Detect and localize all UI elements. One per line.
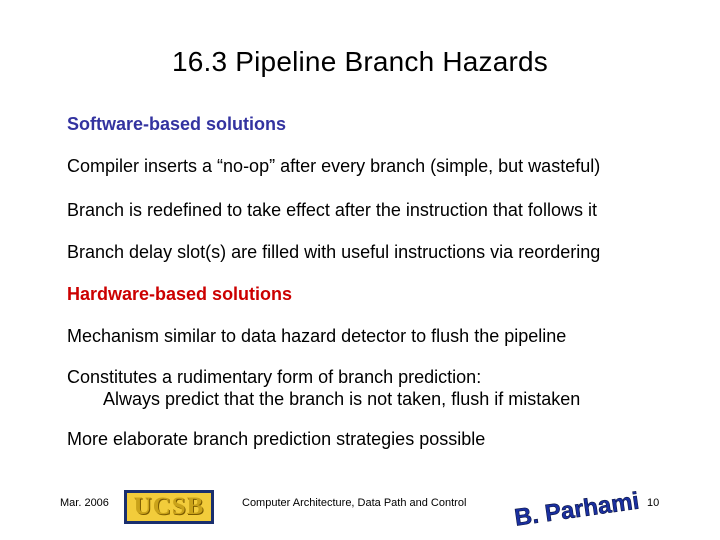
software-point-1: Compiler inserts a “no-op” after every branch (simple, but wasteful) (67, 156, 601, 176)
hardware-point-3: More elaborate branch prediction strategies possible (67, 429, 486, 449)
hardware-heading: Hardware-based solutions (67, 284, 293, 304)
slide-title: 16.3 Pipeline Branch Hazards (171, 46, 549, 77)
software-point-2: Branch is redefined to take effect after the instruction that follows it (67, 200, 597, 220)
footer-course: Computer Architecture, Data Path and Control (242, 497, 467, 509)
software-heading: Software-based solutions (67, 114, 287, 134)
hardware-point-2 (67, 366, 580, 410)
signature-text: B. Parhami (512, 487, 641, 532)
hardware-point-1: Mechanism similar to data hazard detector to flush the pipeline (67, 326, 567, 346)
footer-date: Mar. 2006 (60, 497, 109, 509)
ucsb-logo (124, 490, 214, 524)
page-number: 10 (647, 497, 660, 509)
hardware-point-2-line-2: Always predict that the branch is not taken, flush if mistaken (103, 389, 581, 409)
signature-logo (510, 486, 641, 534)
hardware-point-2-line-1: Constitutes a rudimentary form of branch prediction: (67, 367, 482, 387)
software-point-3: Branch delay slot(s) are filled with useful instructions via reordering (67, 242, 601, 262)
ucsb-logo-text: UCSB (133, 493, 205, 520)
